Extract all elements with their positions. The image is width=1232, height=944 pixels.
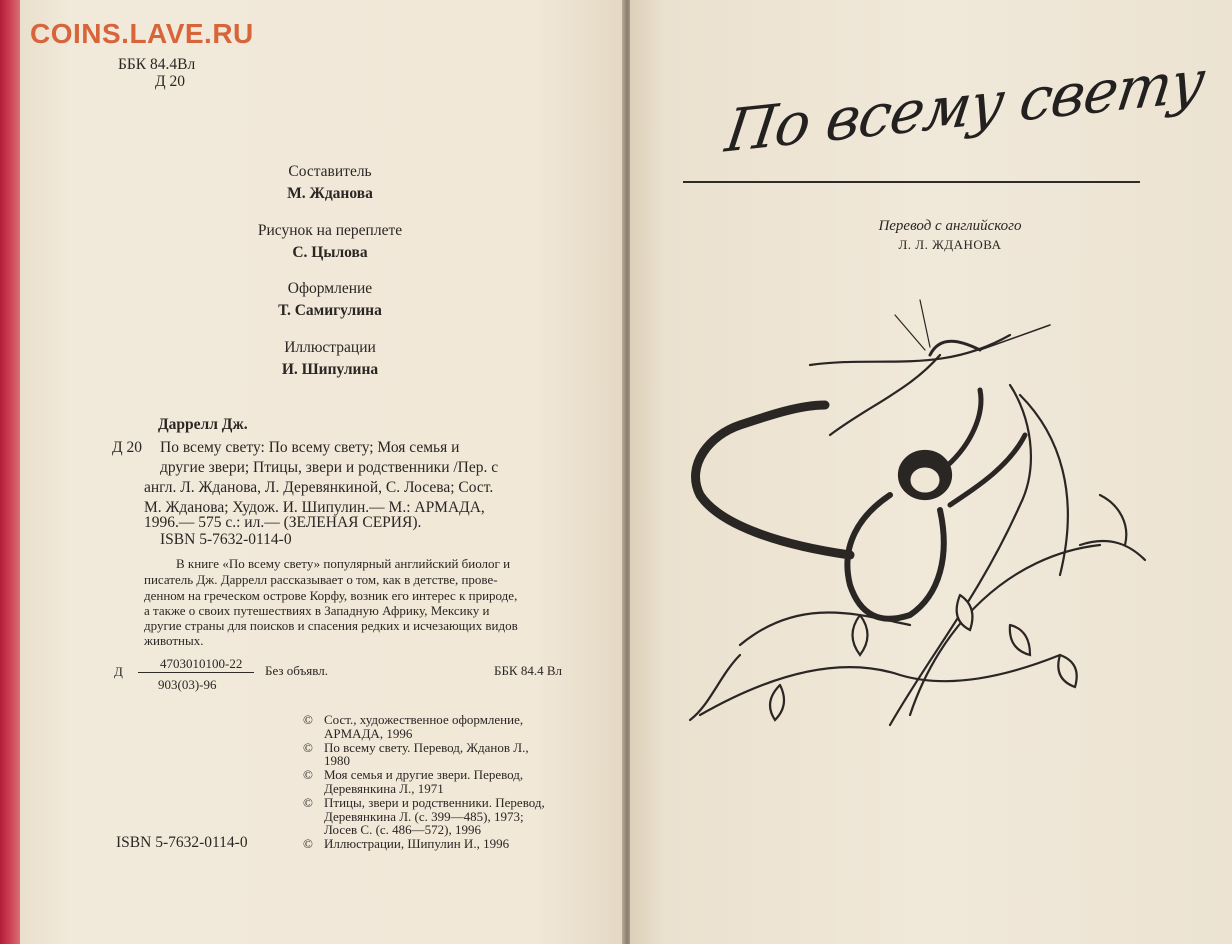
credit-name: И. Шипулина (281, 361, 379, 378)
credit-name: М. Жданова (287, 185, 373, 202)
biblio-line: 1996.— 575 с.: ил.— (ЗЕЛЕНАЯ СЕРИЯ). (144, 514, 422, 531)
translation-label: Перевод с английского (878, 218, 1022, 234)
copyright-line: Птицы, звери и родственники. Перевод, (324, 795, 545, 810)
annotation-line: животных. (144, 633, 204, 648)
copyright-line: Моя семья и другие звери. Перевод, (324, 767, 524, 782)
fraction-rule (138, 672, 254, 673)
copyright-line: Деревянкина Л., 1971 (324, 781, 444, 796)
biblio-isbn: ISBN 5-7632-0114-0 (160, 531, 292, 548)
index-letter: Д (114, 664, 123, 679)
monkey-illustration (680, 295, 1150, 765)
class-code: ББК 84.4Вл (118, 56, 196, 73)
script-title: По всему свету (721, 46, 1209, 166)
catalog-code: Д 20 (112, 439, 142, 456)
annotation-line: а также о своих путешествиях в Западную Африку, Мексику и (144, 603, 490, 618)
copyright-line: 1980 (324, 753, 350, 768)
annotation-line: денном на греческом острове Корфу, возник его интерес к природе, (144, 588, 518, 603)
isbn-bottom: ISBN 5-7632-0114-0 (116, 834, 248, 851)
biblio-line: По всему свету: По всему свету; Моя семья и (160, 439, 460, 456)
watermark: COINS.LAVE.RU (30, 18, 254, 49)
credit-role: Оформление (287, 280, 373, 297)
index-numerator: 4703010100-22 (160, 656, 243, 671)
biblio-author: Даррелл Дж. (158, 416, 248, 433)
copyright-line: Иллюстрации, Шипулин И., 1996 (324, 836, 510, 851)
credit-name: Т. Самигулина (278, 302, 382, 319)
index-denominator: 903(03)-96 (158, 677, 217, 692)
copyright-symbol: © (303, 740, 313, 755)
copyright-symbol: © (303, 712, 313, 727)
credit-role: Рисунок на переплете (257, 222, 403, 239)
copyright-line: По всему свету. Перевод, Жданов Л., (324, 740, 529, 755)
credit-role: Составитель (288, 163, 372, 180)
book-cover-edge (0, 0, 22, 944)
copyright-line: АРМАДА, 1996 (324, 726, 413, 741)
copyright-symbol: © (303, 795, 313, 810)
credit-role: Иллюстрации (284, 339, 376, 356)
copyright-line: Деревянкина Л. (с. 399—485), 1973; (324, 809, 524, 824)
biblio-line: М. Жданова; Худож. И. Шипулин.— М.: АРМАДА, (144, 499, 485, 516)
copyright-symbol: © (303, 836, 313, 851)
copyright-symbol: © (303, 767, 313, 782)
no-announce: Без объявл. (265, 663, 328, 678)
annotation-line: другие страны для поисков и спасения редких и исчезающих видов (144, 618, 518, 633)
copyright-line: Сост., художественное оформление, (324, 712, 524, 727)
credit-name: С. Цылова (292, 244, 368, 261)
copyright-line: Лосев С. (с. 486—572), 1996 (324, 822, 482, 837)
author-code: Д 20 (155, 73, 185, 90)
biblio-line: англ. Л. Жданова, Л. Деревянкиной, С. Лосева; Сост. (144, 479, 494, 496)
annotation-line: В книге «По всему свету» популярный английский биолог и (176, 556, 511, 571)
bbk-right: ББК 84.4 Вл (494, 663, 563, 678)
translator-name: Л. Л. ЖДАНОВА (898, 237, 1002, 252)
annotation-line: писатель Дж. Даррелл рассказывает о том, как в детстве, прове- (144, 572, 498, 587)
biblio-line: другие звери; Птицы, звери и родственники /Пер. с (160, 459, 499, 476)
title-rule (683, 181, 1140, 183)
